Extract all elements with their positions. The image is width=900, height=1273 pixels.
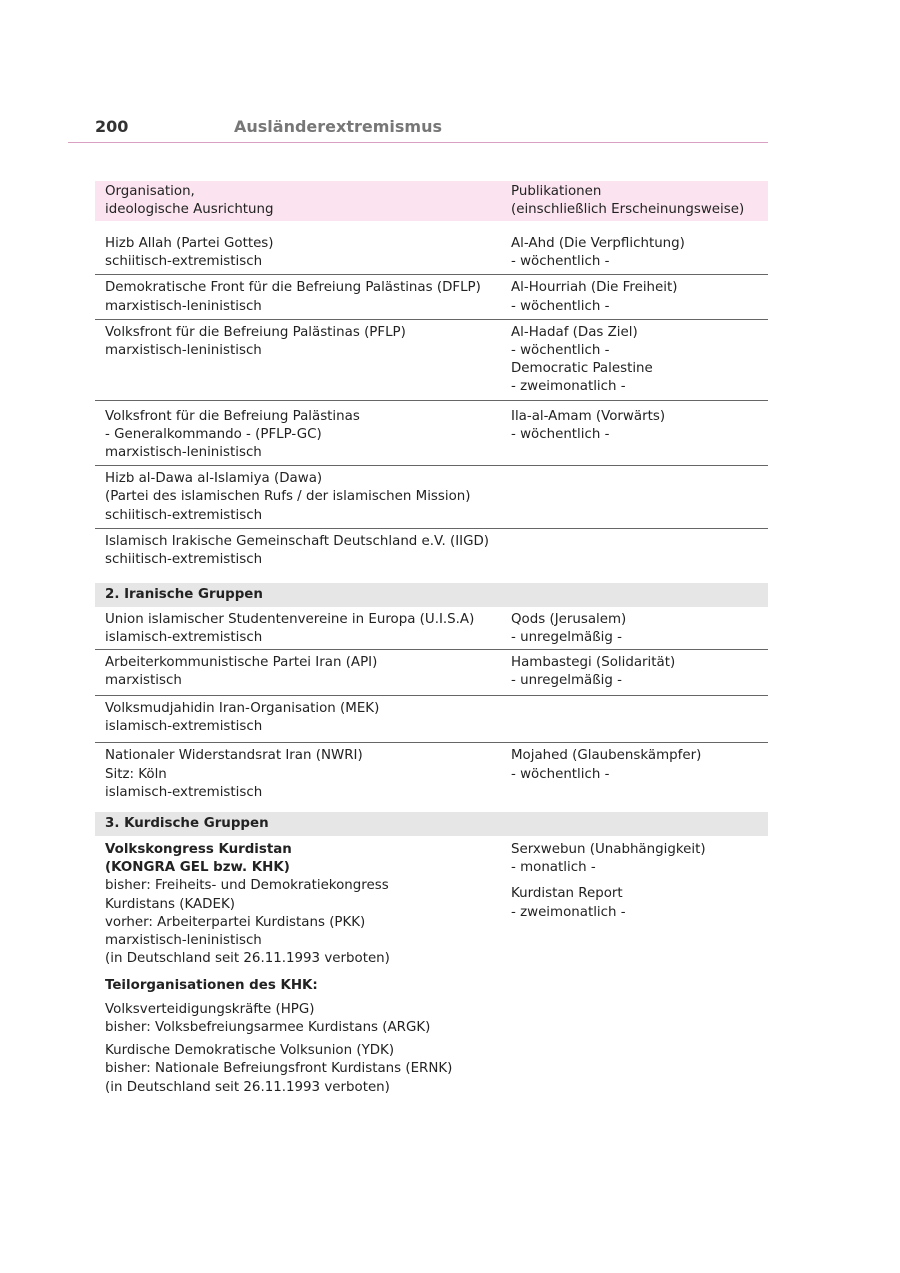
section-heading-kurdish: 3. Kurdische Gruppen bbox=[95, 812, 768, 836]
table-row bbox=[95, 650, 768, 696]
publication-cell: Ila-al-Amam (Vorwärts) - wöchentlich - bbox=[511, 408, 666, 442]
publication-cell: Hambastegi (Solidarität) - unregelmäßig - bbox=[511, 654, 676, 688]
org-abbrev: (KONGRA GEL bzw. KHK) bbox=[105, 860, 290, 876]
table-row bbox=[95, 529, 768, 569]
sub-organisations-title: Teilorganisationen des KHK: bbox=[105, 977, 318, 993]
organisation-cell: Union islamischer Studentenvereine in Europa (U.I.S.A) islamisch-extremistisch bbox=[105, 612, 475, 646]
table-row bbox=[95, 275, 768, 319]
kurdish-organisations: Volkskongress Kurdistan (KONGRA GEL bzw. KHK) bisher: Freiheits- und Demokratiekongress Kurdistans (KADEK) vorher: Arbeiterpartei Kurdistans (PKK) marxistisch-leninistisch (in Deutschland seit 26.11.1993 verboten) Teilorganisationen des KHK: Volksverteidigungskräfte (HPG) bisher: Volksbefreiungsarmee Kurdistans (ARGK) Kurdische Demokratische Volksunion (YDK) bisher: Nationale Befreiungsfront Kurdistans (ERNK) (in Deutschland seit 26.11.1993 verboten) bbox=[95, 841, 511, 1097]
organisation-cell: Volksfront für die Befreiung Palästinas - Generalkommando - (PFLP-GC) marxistisch-leninistisch bbox=[105, 408, 360, 461]
group-1-rows bbox=[95, 235, 768, 569]
table-row bbox=[95, 696, 768, 743]
organisation-cell: Volksfront für die Befreiung Palästinas (PFLP) marxistisch-leninistisch bbox=[105, 324, 406, 359]
page-header bbox=[68, 113, 768, 143]
table-row bbox=[95, 466, 768, 529]
publication-cell bbox=[511, 700, 768, 736]
organisation-cell: Volksmudjahidin Iran-Organisation (MEK) islamisch-extremistisch bbox=[105, 701, 380, 735]
publication-cell bbox=[511, 533, 768, 569]
publication-cell: Al-Hadaf (Das Ziel) - wöchentlich - Democratic Palestine - zweimonatlich - bbox=[511, 324, 653, 395]
table-row bbox=[95, 401, 768, 467]
organisation-cell: Islamisch Irakische Gemeinschaft Deutschland e.V. (IIGD) schiitisch-extremistisch bbox=[105, 533, 490, 568]
organisation-cell: Hizb Allah (Partei Gottes) schiitisch-extremistisch bbox=[105, 236, 274, 270]
section-heading-iranian: 2. Iranische Gruppen bbox=[95, 583, 768, 607]
publication-cell bbox=[511, 470, 768, 525]
kurdish-block bbox=[95, 841, 768, 1097]
group-2-rows bbox=[95, 611, 768, 802]
publication-cell: Qods (Jerusalem) - unregelmäßig - bbox=[511, 612, 627, 646]
table-row bbox=[95, 743, 768, 802]
chapter-title: Ausländerextremismus bbox=[234, 117, 442, 136]
organisation-cell: Nationaler Widerstandsrat Iran (NWRI) Sitz: Köln islamisch-extremistisch bbox=[105, 748, 363, 800]
publication-cell: Al-Ahd (Die Verpflichtung) - wöchentlich - bbox=[511, 236, 685, 270]
kurdish-publications: Serxwebun (Unabhängigkeit) - monatlich - Kurdistan Report - zweimonatlich - bbox=[511, 842, 706, 920]
organisation-cell: Demokratische Front für die Befreiung Palästinas (DFLP) marxistisch-leninistisch bbox=[105, 280, 481, 314]
table-header bbox=[95, 181, 768, 221]
table-row bbox=[95, 320, 768, 401]
org-name: Volkskongress Kurdistan bbox=[105, 842, 292, 858]
organisations-table bbox=[95, 181, 768, 1097]
page-number: 200 bbox=[95, 117, 129, 136]
organisation-cell: Hizb al-Dawa al-Islamiya (Dawa) (Partei des islamischen Rufs / der islamischen Mission) schiitisch-extremistisch bbox=[105, 471, 471, 523]
publication-cell: Al-Hourriah (Die Freiheit) - wöchentlich - bbox=[511, 280, 678, 314]
header-col-publications: Publikationen (einschließlich Erscheinungsweise) bbox=[511, 184, 745, 218]
organisation-cell: Arbeiterkommunistische Partei Iran (API) marxistisch bbox=[105, 654, 378, 688]
publication-cell: Mojahed (Glaubenskämpfer) - wöchentlich - bbox=[511, 748, 702, 782]
table-row bbox=[95, 611, 768, 649]
table-row bbox=[95, 235, 768, 275]
header-col-organisation: Organisation, ideologische Ausrichtung bbox=[105, 184, 274, 218]
